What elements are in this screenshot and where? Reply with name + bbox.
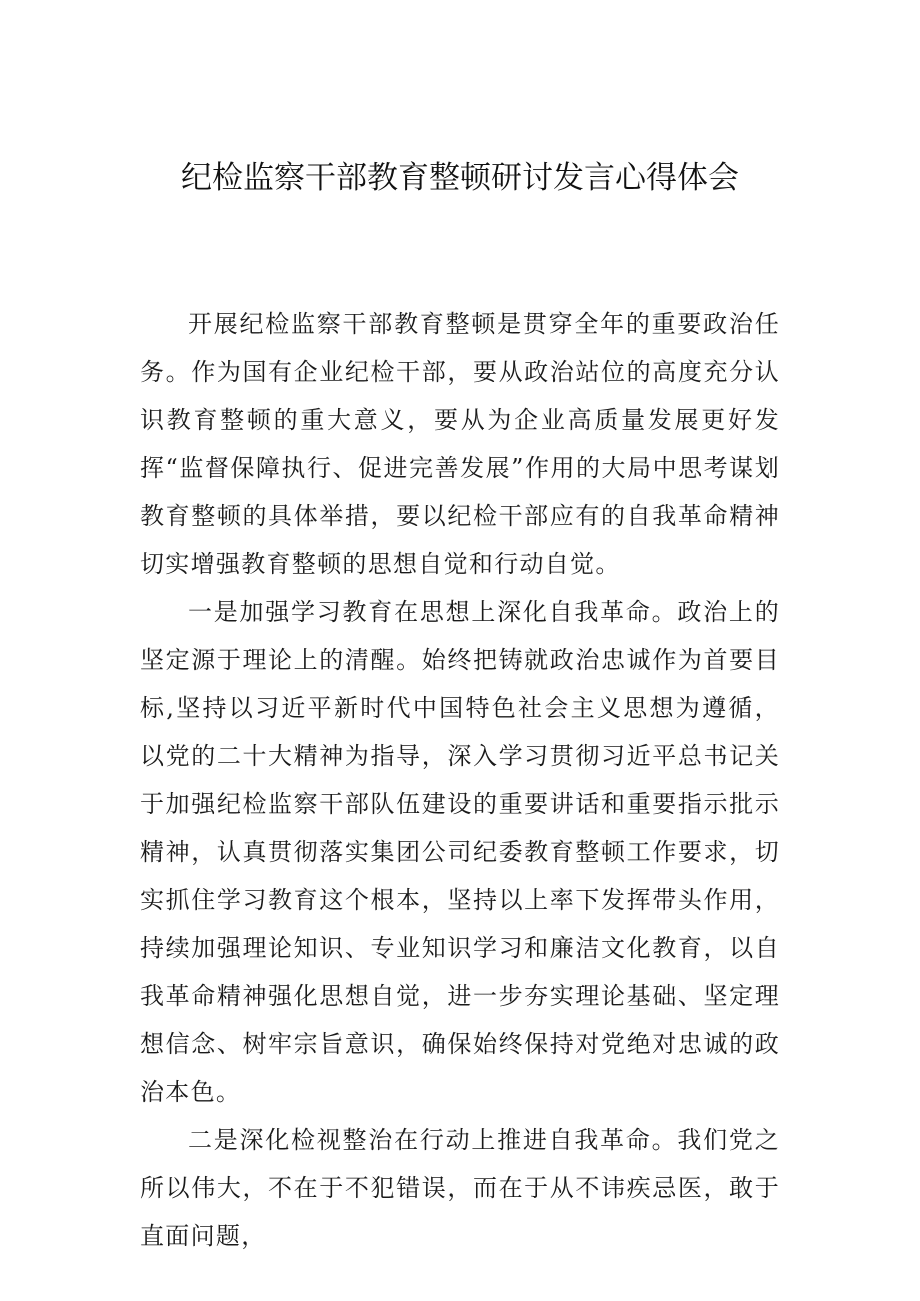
paragraph-point-two: 二是深化检视整治在行动上推进自我革命。我们党之所以伟大，不在于不犯错误，而在于从不讳疾忌医，敢于直面问题， <box>140 1126 780 1250</box>
document-title: 纪检监察干部教育整顿研讨发言心得体会 <box>181 160 739 196</box>
document-body <box>140 300 780 1260</box>
paragraph-point-one: 一是加强学习教育在思想上深化自我革命。政治上的坚定源于理论上的清醒。始终把铸就政治忠诚作为首要目标,坚持以习近平新时代中国特色社会主义思想为遵循，以党的二十大精神为指导，深入学习贯彻习近平总书记关于加强纪检监察干部队伍建设的重要讲话和重要指示批示精神，认真贯彻落实集团公司纪委教育整顿工作要求，切实抓住学习教育这个根本，坚持以上率下发挥带头作用，持续加强理论知识、专业知识学习和廉洁文化教育，以自我革命精神强化思想自觉，进一步夯实理论基础、坚定理想信念、树牢宗旨意识，确保始终保持对党绝对忠诚的政治本色。 <box>140 598 780 1106</box>
paragraph-intro: 开展纪检监察干部教育整顿是贯穿全年的重要政治任务。作为国有企业纪检干部，要从政治站位的高度充分认识教育整顿的重大意义，要从为企业高质量发展更好发挥“监督保障执行、促进完善发展”作用的大局中思考谋划教育整顿的具体举措，要以纪检干部应有的自我革命精神切实增强教育整顿的思想自觉和行动自觉。 <box>140 310 780 578</box>
